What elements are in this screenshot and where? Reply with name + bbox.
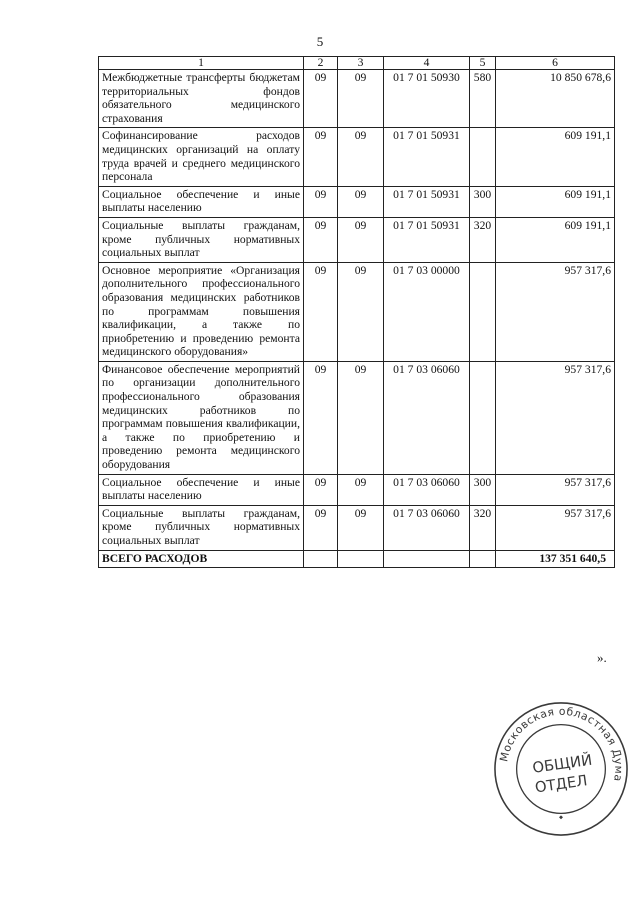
- section-code: 09: [304, 361, 338, 474]
- amount: 957 317,6: [496, 361, 615, 474]
- expense-type-code: [470, 361, 496, 474]
- budget-table: [98, 56, 615, 568]
- expense-name: Социальное обеспечение и иные выплаты населению: [99, 474, 304, 505]
- amount: 609 191,1: [496, 128, 615, 186]
- amount: 609 191,1: [496, 217, 615, 262]
- target-article-code: 01 7 03 06060: [384, 361, 470, 474]
- header-cell: 1: [99, 57, 304, 70]
- expense-type-code: 580: [470, 70, 496, 128]
- amount: 10 850 678,6: [496, 70, 615, 128]
- stamp-center-line2: ОТДЕЛ: [533, 772, 589, 797]
- amount: 957 317,6: [496, 262, 615, 361]
- table-row: [99, 505, 615, 550]
- page-number: 5: [316, 34, 324, 49]
- expense-type-code: 300: [470, 474, 496, 505]
- stamp-star-icon: [559, 815, 563, 819]
- expense-type-code: [470, 262, 496, 361]
- header-cell: 2: [304, 57, 338, 70]
- section-code: 09: [304, 474, 338, 505]
- subsection-code: 09: [338, 186, 384, 217]
- target-article-code: 01 7 01 50931: [384, 217, 470, 262]
- total-row: [99, 550, 615, 568]
- target-article-code: 01 7 03 00000: [384, 262, 470, 361]
- subsection-code: 09: [338, 70, 384, 128]
- header-cell: 4: [384, 57, 470, 70]
- header-cell: 3: [338, 57, 384, 70]
- target-article-code: 01 7 01 50931: [384, 128, 470, 186]
- amount: 957 317,6: [496, 505, 615, 550]
- empty-cell: [338, 550, 384, 568]
- section-code: 09: [304, 262, 338, 361]
- expense-name: Финансовое обеспечение мероприятий по организации дополнительного профессионального образования медицинских работников по программам повышения квалификации, а также по приобретению и проведению ремонта медицинского оборудования: [99, 361, 304, 474]
- expense-type-code: 320: [470, 505, 496, 550]
- section-code: 09: [304, 128, 338, 186]
- amount: 957 317,6: [496, 474, 615, 505]
- section-code: 09: [304, 70, 338, 128]
- stamp-ring-text: Московская областная Дума: [497, 704, 626, 783]
- expense-name: Социальное обеспечение и иные выплаты населению: [99, 186, 304, 217]
- section-code: 09: [304, 186, 338, 217]
- table-row: [99, 217, 615, 262]
- expense-name: Межбюджетные трансферты бюджетам территориальных фондов обязательного медицинского страхования: [99, 70, 304, 128]
- target-article-code: 01 7 01 50930: [384, 70, 470, 128]
- total-amount: 137 351 640,5: [496, 550, 615, 568]
- target-article-code: 01 7 03 06060: [384, 505, 470, 550]
- header-cell: 6: [496, 57, 615, 70]
- table-row: [99, 474, 615, 505]
- target-article-code: 01 7 03 06060: [384, 474, 470, 505]
- subsection-code: 09: [338, 361, 384, 474]
- expense-name: Основное мероприятие «Организация дополнительного профессионального образования медицинских работников по программам повышения квалификации, а также по приобретению и проведению ремонта медицинского оборудования»: [99, 262, 304, 361]
- expense-type-code: 320: [470, 217, 496, 262]
- subsection-code: 09: [338, 474, 384, 505]
- table-header-row: [99, 57, 615, 70]
- empty-cell: [304, 550, 338, 568]
- header-cell: 5: [470, 57, 496, 70]
- subsection-code: 09: [338, 128, 384, 186]
- expense-type-code: 300: [470, 186, 496, 217]
- total-label: ВСЕГО РАСХОДОВ: [99, 550, 304, 568]
- empty-cell: [470, 550, 496, 568]
- table-row: [99, 128, 615, 186]
- table-row: [99, 262, 615, 361]
- subsection-code: 09: [338, 262, 384, 361]
- expense-name: Социальные выплаты гражданам, кроме публичных нормативных социальных выплат: [99, 505, 304, 550]
- department-stamp: [492, 700, 630, 838]
- target-article-code: 01 7 01 50931: [384, 186, 470, 217]
- stamp-center-line1: ОБЩИЙ: [531, 751, 594, 777]
- table-row: [99, 186, 615, 217]
- section-code: 09: [304, 505, 338, 550]
- subsection-code: 09: [338, 505, 384, 550]
- table-row: [99, 361, 615, 474]
- expense-type-code: [470, 128, 496, 186]
- closing-quote-mark: ».: [597, 650, 607, 665]
- table-row: [99, 70, 615, 128]
- expense-name: Софинансирование расходов медицинских организаций на оплату труда врачей и среднего медицинского персонала: [99, 128, 304, 186]
- subsection-code: 09: [338, 217, 384, 262]
- section-code: 09: [304, 217, 338, 262]
- expense-name: Социальные выплаты гражданам, кроме публичных нормативных социальных выплат: [99, 217, 304, 262]
- amount: 609 191,1: [496, 186, 615, 217]
- empty-cell: [384, 550, 470, 568]
